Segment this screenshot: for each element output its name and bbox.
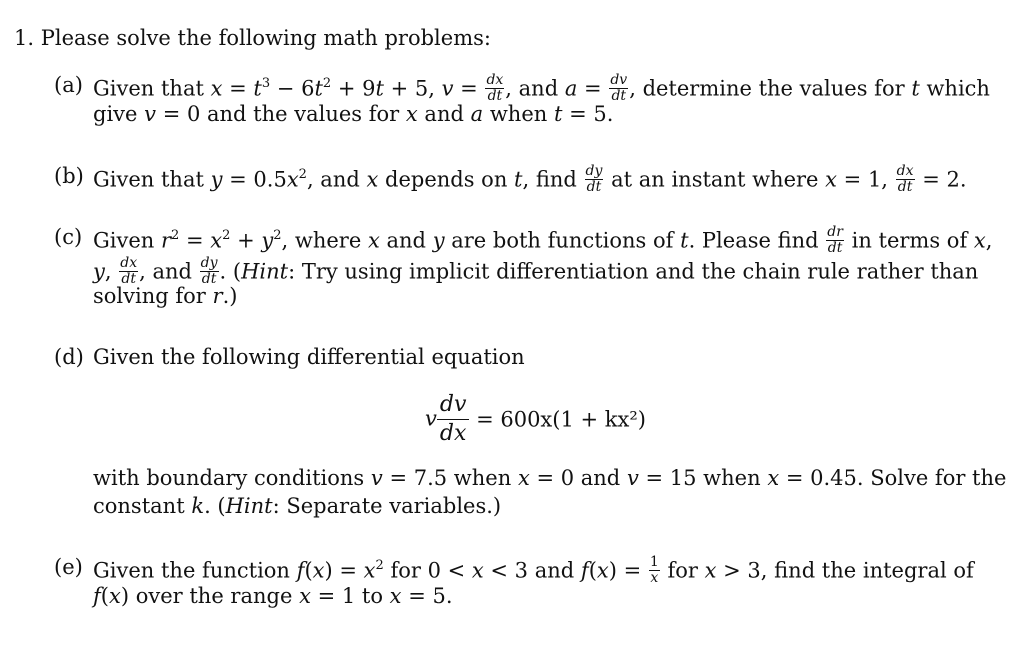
part-d-label: (d) xyxy=(54,345,84,369)
part-e-line-2: f(x) over the range x = 1 to x = 5. xyxy=(93,584,453,608)
part-a-line-1: Given that $x = t^3 - 6t^2 + 9t + 5$, v = $\frac{dx}{dt}$ , and a = $\frac{dv}{dt}$ , determine the values for t which xyxy=(93,72,990,104)
part-b-label: (b) xyxy=(54,164,84,188)
dx-dt-fraction: $\frac{dx}{dt}$ xyxy=(486,72,504,104)
part-c-line-3: solving for r.) xyxy=(93,284,238,308)
part-b-line-1: Given that $y = 0.5x^2$, and x depends on t, find $\frac{dy}{dt}$ at an instant where x = 1, $\frac{dx}{dt}$ = 2. xyxy=(93,163,967,195)
dx-dt-fraction: $\frac{dx}{dt}$ xyxy=(896,163,914,195)
part-c-label: (c) xyxy=(54,225,83,249)
part-a-label: (a) xyxy=(54,73,83,97)
one-over-x-fraction: $\frac{1}{x}$ xyxy=(649,554,659,586)
dx-dt-fraction: $\frac{dx}{dt}$ xyxy=(120,255,138,287)
part-c-line-2: y, $\frac{dx}{dt}$ , and $\frac{dy}{dt}$ . (Hint: Try using implicit differentiation and the chain rule rather than xyxy=(93,255,979,287)
part-d-line-2: with boundary conditions v = 7.5 when x = 0 and v = 15 when x = 0.45. Solve for the xyxy=(93,466,1007,490)
equation-rhs: = 600x(1 + kx²) xyxy=(476,407,646,432)
dv-dx-fraction: $\frac{dv}{dx}$ xyxy=(437,392,470,448)
dr-dt-fraction: $\frac{dr}{dt}$ xyxy=(827,224,843,256)
part-e-line-1: Given the function $f(x) = x^2$ for 0 < x < 3 and f(x) = $\frac{1}{x}$ for x > 3, find the integral of xyxy=(93,554,974,586)
dy-dt-fraction: $\frac{dy}{dt}$ xyxy=(200,255,218,287)
problem-number: 1. xyxy=(14,26,35,50)
differential-equation: v $\frac{dv}{dx}$ = 600x(1 + kx²) xyxy=(425,392,646,447)
problem-intro: Please solve the following math problems: xyxy=(40,26,491,50)
part-d-line-3: constant k. (Hint: Separate variables.) xyxy=(93,494,502,518)
part-d-line-1: Given the following differential equation xyxy=(93,345,525,369)
part-c-line-1: Given $r^2 = x^2 + y^2$, where x and y are both functions of t. Please find $\frac{dr}{dt}$ in terms of x, xyxy=(93,224,993,256)
problem-header xyxy=(14,28,491,49)
part-a-line-2: give v = 0 and the values for x and a when t = 5. xyxy=(93,102,614,126)
dv-dt-fraction: $\frac{dv}{dt}$ xyxy=(610,72,628,104)
dy-dt-fraction: $\frac{dy}{dt}$ xyxy=(585,163,603,195)
part-e-label: (e) xyxy=(54,555,83,579)
